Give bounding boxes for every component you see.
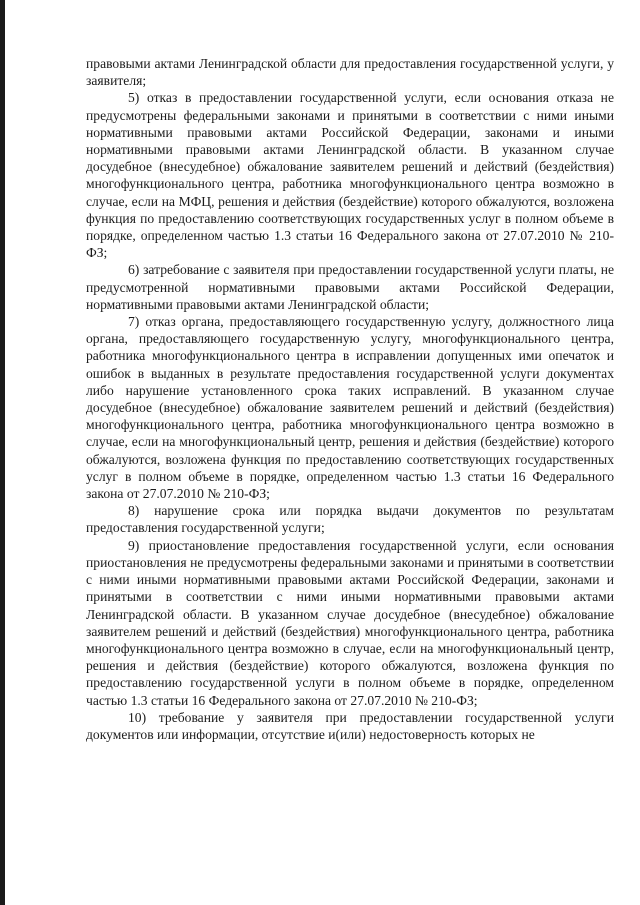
scan-edge-shadow: [0, 0, 5, 905]
paragraph-continuation: правовыми актами Ленинградской области для предоставления государственной услуги, у заявителя;: [86, 56, 614, 89]
paragraph-item-7: 7) отказ органа, предоставляющего государственную услугу, должностного лица органа, предоставляющего государственную услугу, многофункционального центра, работника многофункционального центра в исправлении допущенных ими опечаток и ошибок в выданных в результате предоставления государственной услуги документах либо нарушение установленного срока таких исправлений. В указанном случае досудебное (внесудебное) обжалование заявителем решений и действий (бездействия) многофункционального центра, работника многофункционального центра возможно в случае, если на многофункциональный центр, решения и действия (бездействие) которого обжалуются, возложена функция по предоставлению соответствующих государственных услуг в полном объеме в порядке, определенном частью 1.3 статьи 16 Федерального закона от 27.07.2010 № 210-ФЗ;: [86, 314, 614, 502]
paragraph-item-9: 9) приостановление предоставления государственной услуги, если основания приостановления не предусмотрены федеральными законами и принятыми в соответствии с ними иными нормативными правовыми актами Российской Федерации, законами и принятыми в соответствии с ними иными нормативными правовыми актами Ленинградской области. В указанном случае досудебное (внесудебное) обжалование заявителем решений и действий (бездействия) многофункционального центра, работника многофункционального центра возможно в случае, если на многофункциональный центр, решения и действия (бездействие) которого обжалуются, возложена функция по предоставлению государственной услуги в полном объеме в порядке, определенном частью 1.3 статьи 16 Федерального закона от 27.07.2010 № 210-ФЗ;: [86, 537, 614, 708]
paragraph-item-6: 6) затребование с заявителя при предоставлении государственной услуги платы, не предусмотренной нормативными правовыми актами Российской Федерации, нормативными правовыми актами Ленинградской области;: [86, 262, 614, 312]
paragraph-item-8: 8) нарушение срока или порядка выдачи документов по результатам предоставления государственной услуги;: [86, 503, 614, 536]
document-body: [86, 55, 614, 743]
paragraph-item-5: 5) отказ в предоставлении государственной услуги, если основания отказа не предусмотрены федеральными законами и принятыми в соответствии с ними иными нормативными правовыми актами Российской Федерации, законами и иными нормативными правовыми актами Ленинградской области. В указанном случае досудебное (внесудебное) обжалование заявителем решений и действий (бездействия) многофункционального центра, работника многофункционального центра возможно в случае, если на МФЦ, решения и действия (бездействие) которого обжалуются, возложена функция по предоставлению соответствующих государственных услуг в полном объеме в порядке, определенном частью 1.3 статьи 16 Федерального закона от 27.07.2010 № 210-ФЗ;: [86, 90, 614, 261]
paragraph-item-10: 10) требование у заявителя при предоставлении государственной услуги документов или информации, отсутствие и(или) недостоверность которых не: [86, 709, 614, 742]
